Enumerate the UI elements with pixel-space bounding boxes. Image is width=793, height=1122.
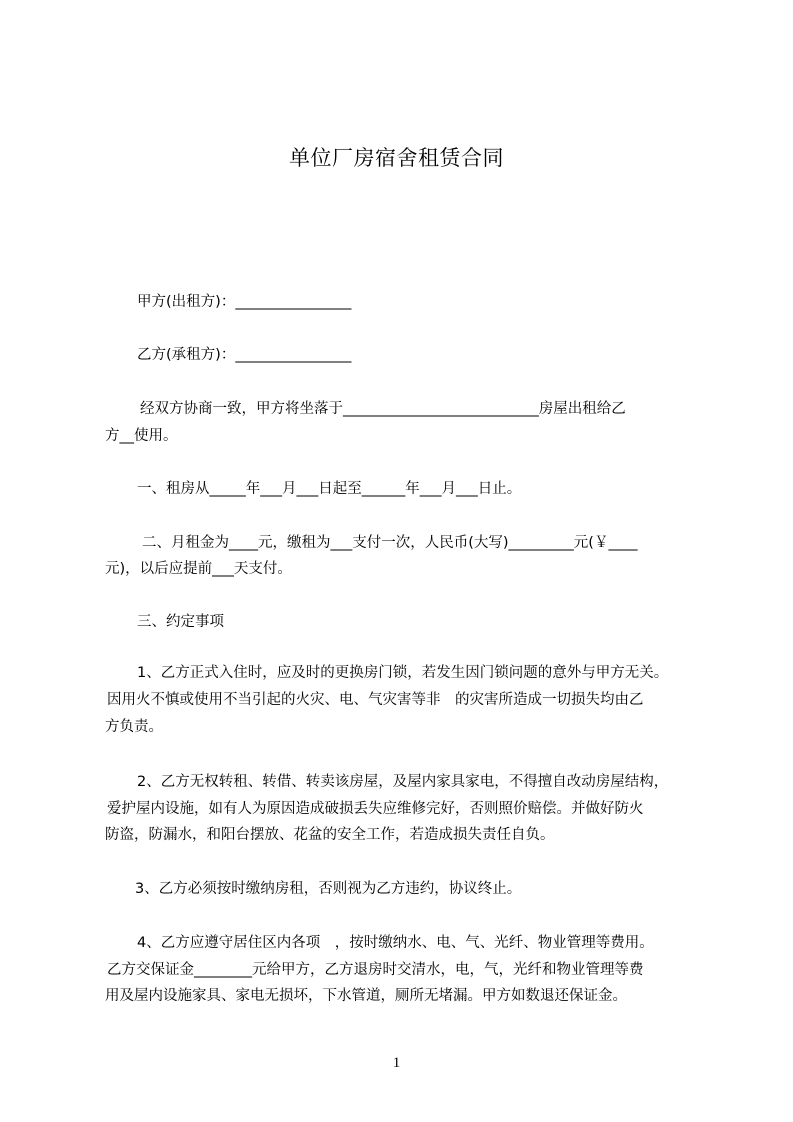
party-b-line: 乙方(承租方)：________________ (137, 347, 352, 363)
item-1-line-2: 因用火不慎或使用不当引起的火灾、电、气灾害等非 的灾害所造成一切损失均由乙 (107, 692, 644, 708)
party-a-line: 甲方(出租方)：________________ (137, 294, 352, 310)
clause-1-line: 一、租房从_____年___月___日起至______年___月___日止。 (137, 481, 522, 497)
page-number: 1 (392, 1055, 401, 1071)
item-4-line-2: 乙方交保证金________元给甲方，乙方退房时交清水，电，气，光纤和物业管理等费 (107, 962, 644, 978)
item-1-line-1: 1、乙方正式入住时，应及时的更换房门锁，若发生因门锁问题的意外与甲方无关。 (137, 665, 669, 681)
item-1-line-3: 方负责。 (105, 719, 163, 735)
item-2-line-1: 2、乙方无权转租、转借、转卖该房屋，及屋内家具家电，不得擅自改动房屋结构， (137, 774, 669, 790)
clause-2-line-2: 元)，以后应提前___天支付。 (105, 561, 292, 577)
intro-line-2: 方__使用。 (105, 428, 178, 444)
intro-line-1: 经双方协商一致，甲方将坐落于___________________________房屋出租给乙 (140, 401, 626, 417)
item-2-line-2: 爱护屋内设施，如有人为原因造成破损丢失应维修完好，否则照价赔偿。并做好防火 (107, 801, 644, 817)
document-title: 单位厂房宿舍租赁合同 (289, 146, 504, 170)
clause-2-line-1: 二、月租金为____元，缴租为___支付一次，人民币(大写)_________元(￥____ (142, 535, 638, 551)
item-4-line-3: 用及屋内设施家具、家电无损坏，下水管道，厕所无堵漏。甲方如数退还保证金。 (105, 988, 627, 1004)
item-3-line: 3、乙方必须按时缴纳房租，否则视为乙方违约，协议终止。 (135, 881, 522, 897)
item-4-line-1: 4、乙方应遵守居住区内各项 ，按时缴纳水、电、气、光纤、物业管理等费用。 (137, 935, 654, 951)
clause-3-heading: 三、约定事项 (137, 614, 224, 630)
item-2-line-3: 防盗，防漏水，和阳台摆放、花盆的安全工作，若造成损失责任自负。 (105, 827, 555, 843)
